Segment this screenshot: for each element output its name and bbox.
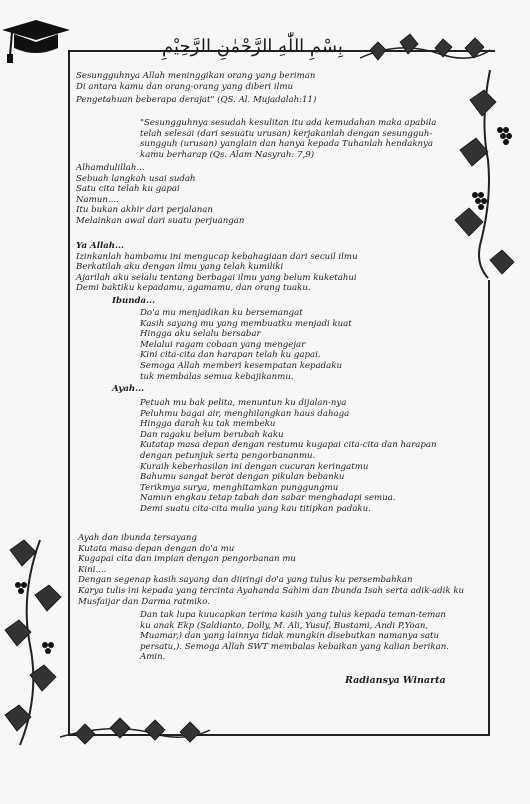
ayah-line: Peluhmu bagai air, menghilangkan haus dahaga	[140, 408, 350, 419]
quote-line: telah selesai (dari sesuatu urusan) kerjakanlah dengan sesungguh-	[140, 128, 433, 139]
closing-line: Kugapai cita dan impian dengan pengorbanan mu	[78, 554, 296, 565]
quran-quote-nasyrah	[140, 118, 436, 160]
opening-stanza	[76, 163, 244, 227]
ya-allah-line: Izinkanlah hambamu ini mengucap kebahagiaan dari secuil ilmu	[76, 251, 358, 262]
ya-allah-line: Demi baktiku kepadamu, agamamu, dan orang tuaku.	[76, 283, 311, 294]
opening-line: Melainkan awal dari suatu perjuangan	[76, 215, 245, 226]
thanks-line: ku anak Ekp (Saldianto, Dolly, M. Ali, Yusuf, Bustami, Andi P,Yoan,	[140, 620, 429, 631]
ayah-stanza	[140, 398, 437, 515]
ayah-heading: Ayah...	[112, 384, 145, 394]
ayah-line: Petuah mu bak pelita, menuntun ku dijalan-nya	[140, 398, 347, 408]
closing-line: Kutata masa depan dengan do'a mu	[78, 543, 235, 554]
thanks-line: Dan tak lupa kuucapkan terima kasih yang tulus kepada teman-teman	[140, 610, 446, 620]
ya-allah-stanza	[76, 241, 358, 294]
bismillah-calligraphy: بِسْمِ اللّٰهِ الرَّحْمٰنِ الرَّحِيْمِ	[162, 36, 343, 57]
ya-allah-line: Ajarilah aku selalu tentang berbagai ilmu yang belum kuketahui	[76, 272, 357, 283]
ibunda-line: Kasih sayang mu yang membuatku menjadi kuat	[140, 318, 352, 329]
ayah-line: Hingga darah ku tak membeku	[140, 419, 276, 430]
opening-line: Itu bukan akhir dari perjalanan	[76, 205, 213, 216]
thanks-line: Muamar,) dan yang lainnya tidak mungkin disebutkan namanya satu	[140, 631, 439, 642]
thanks-paragraph	[140, 610, 449, 663]
ayah-line: Bahumu sangat berat dengan pikulan bebanku	[140, 472, 345, 483]
opening-line: Alhamdulillah...	[76, 163, 145, 173]
author-signature: Radiansya Winarta	[345, 675, 446, 686]
ibunda-line: Kini cita-cita dan harapan telah ku gapai.	[140, 350, 321, 361]
closing-line: Dengan segenap kasih sayang dan diiringi do'a yang tulus ku persembahkan	[78, 575, 413, 586]
grapevine-ornament-bottom	[55, 712, 215, 752]
ya-allah-line: Berkatilah aku dengan ilmu yang telah kumiliki	[76, 262, 284, 273]
opening-line: Sebuah langkah usai sudah	[76, 173, 196, 184]
graduation-cap-icon	[0, 10, 72, 65]
ayah-line: Namun engkau tetap tabah dan sabar menghadapi semua.	[140, 493, 396, 504]
quote-line: Pengetahuan beberapa derajat" (QS. Al. Mujadalah:11)	[76, 95, 317, 106]
quote-line: sungguh (urusan) yanglain dan hanya kepada Tuhanlah hendaknya	[140, 139, 434, 150]
ayah-line: Dan ragaku belum berubah kaku	[140, 429, 284, 440]
closing-line: Karya tulis ini kepada yang tercinta Ayahanda Sahim dan Ibunda Isah serta adik-adik ku	[78, 585, 465, 596]
opening-line: Namun....	[76, 194, 119, 205]
thanks-line: Amin.	[140, 652, 166, 663]
ibunda-line: Melalui ragam cobaan yang mengejar	[140, 339, 306, 350]
quote-line: "Sesungguhnya sesudah kesulitan itu ada kemudahan maka apabila	[140, 118, 437, 128]
thanks-line: persatu,). Semoga Allah SWT membalas kebaikan yang kalian berikan.	[140, 641, 449, 652]
ibunda-line: Semoga Allah memberi kesempatan kepadaku	[140, 360, 342, 371]
closing-line: Kini....	[78, 564, 107, 575]
ayah-line: Demi suatu cita-cita mulia yang kau titipkan padaku.	[140, 503, 371, 514]
ibunda-stanza	[140, 308, 352, 382]
ibunda-line: Do'a mu menjadikan ku bersemangat	[140, 308, 303, 318]
ayah-line: Kutatap masa depan dengan restumu kugapai cita-cita dan harapan	[140, 440, 437, 451]
ibunda-heading: Ibunda...	[112, 296, 156, 306]
quote-line: Di antara kamu dan orang-orang yang diberi ilmu	[76, 81, 294, 92]
ya-allah-heading: Ya Allah...	[76, 241, 125, 251]
quote-line: kamu berharap (Qs. Alam Nasyrah: 7,9)	[140, 149, 315, 160]
closing-line: Ayah dan ibunda tersayang	[78, 533, 197, 543]
closing-line: Musfaijar dan Darma ratmiko.	[78, 596, 210, 607]
opening-line: Satu cita telah ku gapai	[76, 184, 180, 195]
quran-quote-mujadalah	[76, 71, 316, 106]
quote-line: Sesungguhnya Allah meninggikan orang yang beriman	[76, 71, 316, 81]
ayah-line: Kuraih keberhasilan ini dengan cucuran keringatmu	[140, 461, 369, 472]
closing-stanza	[78, 533, 464, 607]
ayah-line: dengan petunjuk serta pengorbananmu.	[140, 450, 316, 461]
ibunda-line: Hingga aku selalu bersabar	[140, 329, 261, 340]
ayah-line: Terikmya surya, menghitamkan punggungmu	[140, 482, 339, 493]
frame-right-border	[488, 280, 490, 735]
ibunda-line: tuk membalas semua kebajikanmu.	[140, 371, 294, 382]
